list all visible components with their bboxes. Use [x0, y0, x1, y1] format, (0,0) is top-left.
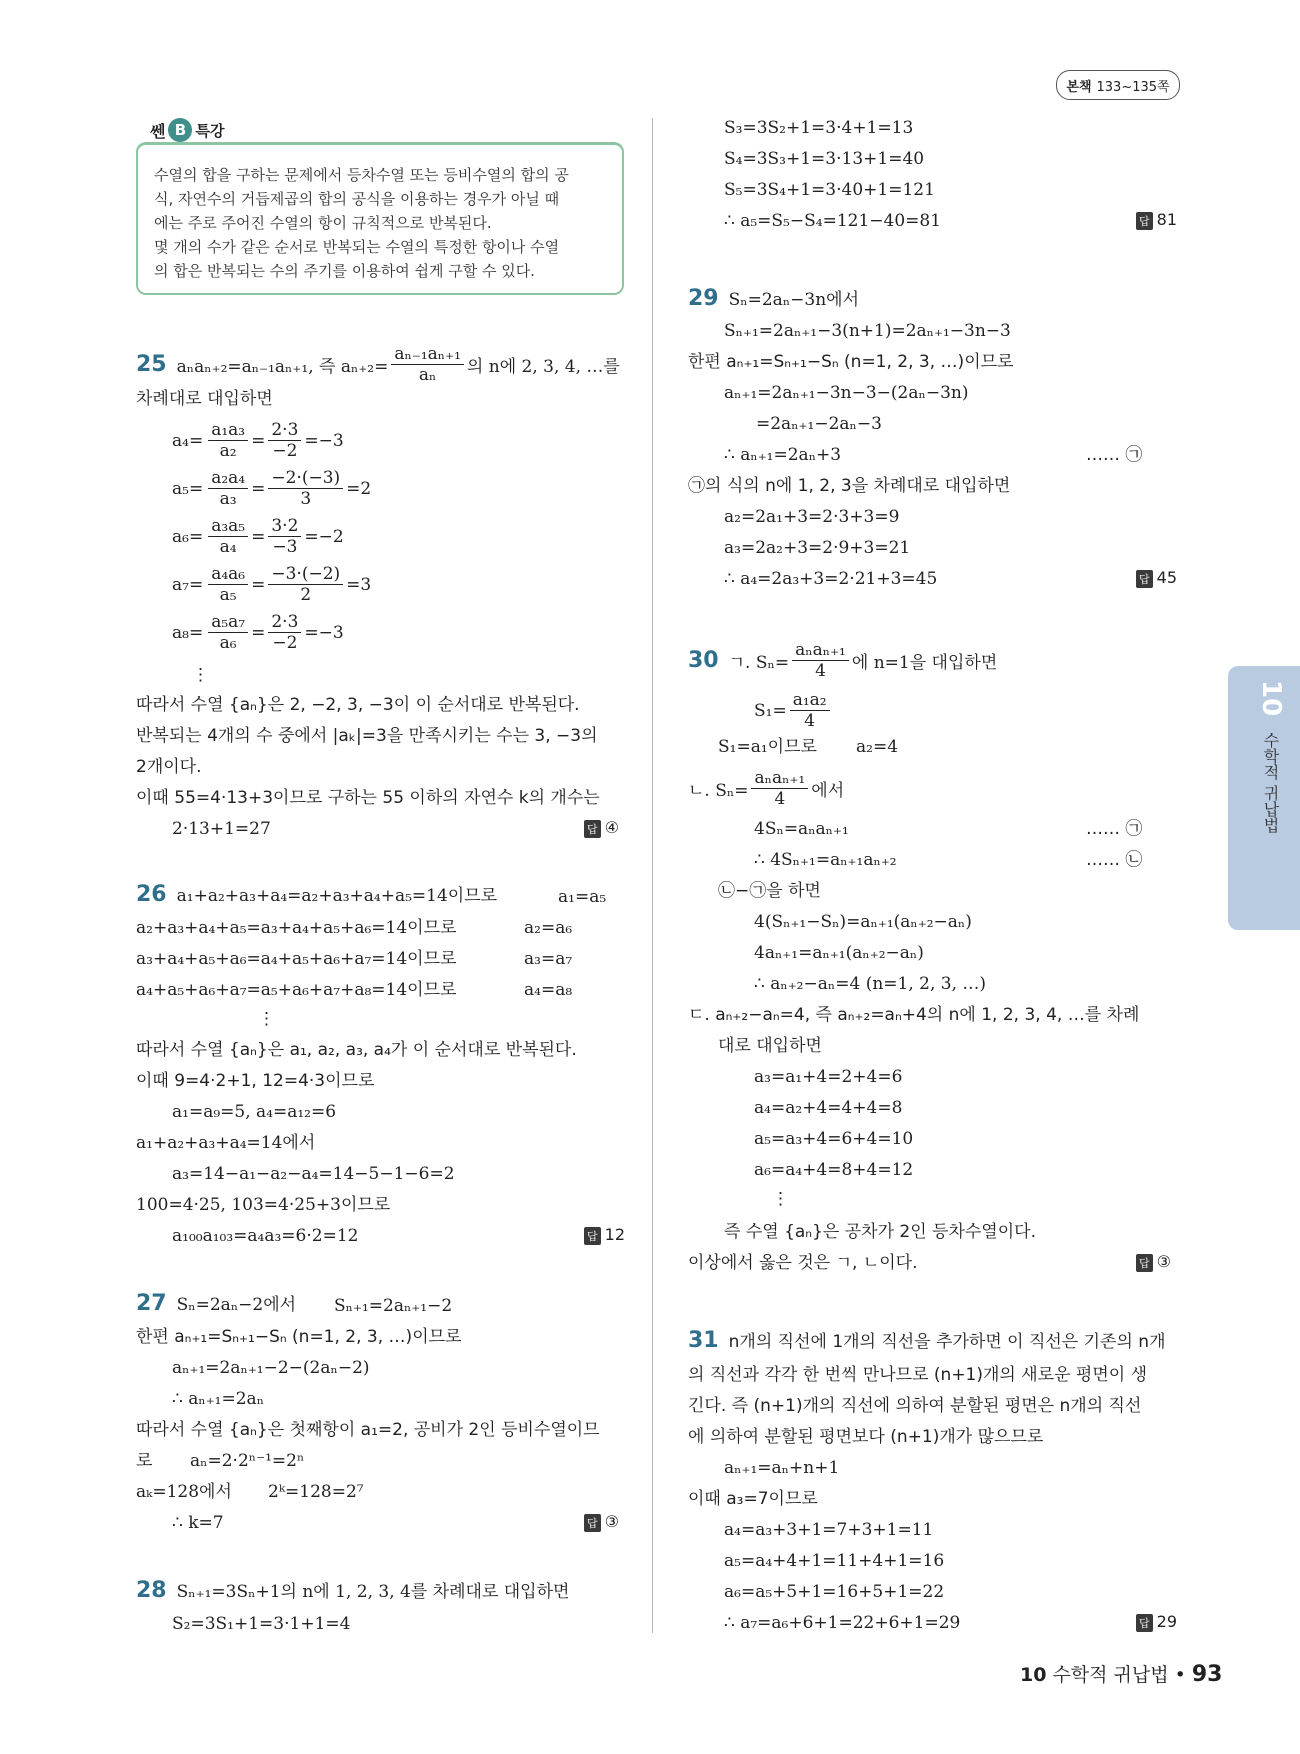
p27-line: ∴ k=7	[172, 1513, 224, 1533]
denominator: a₃	[219, 489, 237, 509]
problem-number: 28	[136, 1578, 167, 1603]
problem-number: 31	[688, 1328, 719, 1353]
numerator: a₅a₇	[208, 612, 248, 633]
tip-line: 에는 주로 주어진 수열의 항이 규칙적으로 반복된다.	[154, 214, 492, 232]
fraction	[792, 640, 849, 681]
numerator: aₙ₋₁aₙ₊₁	[391, 344, 464, 365]
p30-line: 4(Sₙ₊₁−Sₙ)=aₙ₊₁(aₙ₊₂−aₙ)	[754, 912, 972, 932]
logo-b-badge: B	[168, 118, 192, 142]
problem-number: 30	[688, 648, 719, 673]
footer-title: 수학적 귀납법	[1052, 1664, 1169, 1686]
p31-line: a₆=a₅+5+1=16+5+1=22	[724, 1582, 945, 1602]
problem-number: 27	[136, 1291, 167, 1316]
denominator: a₅	[219, 585, 237, 605]
p25-row: a₅= $\frac{\text{a₂a₄}}{\text{a₃}}$ = $\frac{-2\cdot(-3)}{3}$ =2	[172, 468, 372, 509]
p27-line: aₙ₊₁=2aₙ₊₁−2−(2aₙ−2)	[172, 1358, 370, 1378]
p30-line: a₃=a₁+4=2+4=6	[754, 1067, 903, 1087]
p26-line: a₁₀₀a₁₀₃=a₄a₃=6·2=12	[172, 1226, 359, 1246]
answer-value: 12	[604, 1225, 625, 1244]
p30-line: 즉 수열 {aₙ}은 공차가 2인 등차수열이다.	[724, 1222, 1036, 1242]
p29-line: a₂=2a₁+3=2·3+3=9	[724, 507, 900, 527]
p31-line	[688, 1330, 1166, 1353]
answer-mark: 답	[584, 820, 601, 838]
p26-res: a₁=a₅	[558, 887, 607, 907]
answer-value: 45	[1156, 568, 1177, 587]
page-footer	[1020, 1660, 1222, 1687]
p27-line: 한편 aₙ₊₁=Sₙ₊₁−Sₙ (n=1, 2, 3, …)이므로	[136, 1327, 462, 1347]
denominator: 4	[815, 661, 826, 681]
p30-n1a: ㄴ. Sₙ=	[688, 781, 749, 801]
p30-line: a₆=a₄+4=8+4=12	[754, 1160, 914, 1180]
answer	[1136, 1252, 1171, 1272]
fraction	[751, 768, 808, 809]
tip-title: 특강	[195, 121, 225, 140]
p27-l7b: 2ᵏ=128=2⁷	[268, 1482, 364, 1502]
vertical-dots: ⋮	[772, 1189, 789, 1209]
p25-line: 반복되는 4개의 수 중에서 |aₖ|=3을 만족시키는 수는 3, −3의	[136, 726, 598, 746]
fraction	[391, 344, 464, 385]
lhs: a₄=	[172, 430, 204, 451]
rhs: =−2	[304, 526, 344, 547]
chapter-title: 수학적 귀납법	[1261, 732, 1280, 834]
p30-g2	[754, 690, 833, 731]
p26-eq: a₄+a₅+a₆+a₇=a₅+a₆+a₇+a₈=14이므로	[136, 980, 457, 1000]
answer	[1136, 568, 1177, 588]
p30-line: 4aₙ₊₁=aₙ₊₁(aₙ₊₂−aₙ)	[754, 943, 924, 963]
p31-line: 에 의하여 분할된 평면보다 (n+1)개가 많으므로	[688, 1427, 1044, 1447]
vertical-dots: ⋮	[192, 665, 209, 685]
p25-row: a₇= $\frac{\text{a₄a₆}}{\text{a₅}}$ = $\frac{-3\cdot(-2)}{2}$ =3	[172, 564, 372, 605]
p26-eq: a₁+a₂+a₃+a₄=a₂+a₃+a₄+a₅=14이므로	[176, 886, 498, 906]
p30-line: ㉡−㉠을 하면	[718, 881, 821, 901]
footer-bullet: •	[1174, 1664, 1186, 1686]
page-number: 93	[1191, 1662, 1223, 1687]
p25-row: a₄= $\frac{\text{a₁a₃}}{\text{a₂}}$ = $\frac{2\cdot 3}{-2}$ =−3	[172, 420, 344, 461]
p29-line: =2aₙ₊₁−2aₙ−3	[756, 414, 882, 434]
p26-line: a₁=a₉=5, a₄=a₁₂=6	[172, 1102, 337, 1122]
fraction	[208, 516, 248, 557]
p29-line	[688, 288, 859, 311]
p30-n1b: 에서	[811, 781, 845, 801]
tip-line: 식, 자연수의 거듭제곱의 합의 공식을 이용하는 경우가 아닐 때	[154, 190, 560, 208]
rhs: =2	[346, 478, 372, 499]
fraction	[268, 420, 301, 461]
answer	[584, 818, 619, 838]
numerator: a₄a₆	[208, 564, 248, 585]
answer-value: 29	[1156, 1612, 1177, 1631]
p29-line: ∴ aₙ₊₁=2aₙ+3	[724, 445, 842, 465]
problem-number: 29	[688, 286, 719, 311]
p27-l1b: Sₙ₊₁=2aₙ₊₁−2	[334, 1296, 453, 1316]
p30-line: 4Sₙ=aₙaₙ₊₁	[754, 819, 849, 839]
fraction	[208, 612, 248, 653]
p26-res: a₄=a₈	[524, 980, 573, 1000]
denominator: 2	[300, 585, 312, 605]
answer-value: ④	[604, 818, 619, 837]
p25-intro-b: 의 n에 2, 3, 4, …를	[466, 357, 620, 377]
p25-intro	[136, 344, 620, 385]
p28-l1: Sₙ₊₁=3Sₙ+1의 n에 1, 2, 3, 4를 차례대로 대입하면	[176, 1582, 570, 1602]
p27-line: ∴ aₙ₊₁=2aₙ	[172, 1389, 265, 1409]
book-label: 본책	[1066, 79, 1092, 95]
answer	[584, 1512, 619, 1532]
answer-value: 81	[1156, 210, 1177, 229]
page-range: 133~135쪽	[1096, 79, 1170, 95]
p30-line: a₅=a₃+4=6+4=10	[754, 1129, 914, 1149]
denominator: 4	[804, 711, 816, 731]
problem-number: 25	[136, 352, 167, 377]
numerator: 2·3	[268, 612, 301, 633]
denominator: 3	[300, 489, 312, 509]
p25-line: 2개이다.	[136, 757, 202, 777]
tip-box	[136, 142, 624, 295]
p30-n1	[688, 768, 844, 809]
p25-intro-a: aₙaₙ₊₂=aₙ₋₁aₙ₊₁, 즉 aₙ₊₂=	[176, 357, 389, 377]
p29-line: ㉠의 식의 n에 1, 2, 3을 차례대로 대입하면	[688, 476, 1011, 496]
fraction	[268, 516, 301, 557]
lhs: a₆=	[172, 526, 204, 547]
p30-line: 대로 대입하면	[718, 1036, 822, 1056]
equation-tag: …… ㉠	[1086, 445, 1143, 465]
p25-row: a₆= $\frac{\text{a₃a₅}}{\text{a₄}}$ = $\frac{3\cdot 2}{-3}$ =−2	[172, 516, 344, 557]
p25-line: 이때 55=4·13+3이므로 구하는 55 이하의 자연수 k의 개수는	[136, 788, 600, 808]
numerator: aₙaₙ₊₁	[792, 640, 849, 661]
p29-line: aₙ₊₁=2aₙ₊₁−3n−3−(2aₙ−3n)	[724, 383, 969, 403]
footer-chapter: 10	[1020, 1664, 1047, 1686]
p27-l6b: aₙ=2·2ⁿ⁻¹=2ⁿ	[190, 1451, 305, 1471]
p30-g3a: S₁=a₁이므로	[718, 737, 817, 757]
answer	[1136, 1612, 1177, 1632]
p30-line: 이상에서 옳은 것은 ㄱ, ㄴ이다.	[688, 1253, 918, 1273]
p26-line: a₁+a₂+a₃+a₄=14에서	[136, 1133, 316, 1153]
numerator: 2·3	[268, 420, 301, 441]
p28-line: S₃=3S₂+1=3·4+1=13	[724, 118, 914, 138]
answer-mark: 답	[1136, 1614, 1153, 1632]
tip-line: 몇 개의 수가 같은 순서로 반복되는 수열의 특정한 항이나 수열	[154, 238, 560, 256]
fraction	[268, 612, 301, 653]
vertical-dots: ⋮	[258, 1009, 275, 1029]
p28-line: ∴ a₅=S₅−S₄=121−40=81	[724, 211, 942, 231]
fraction	[208, 468, 248, 509]
p25-row: a₈= $\frac{\text{a₅a₇}}{\text{a₆}}$ = $\frac{2\cdot 3}{-2}$ =−3	[172, 612, 344, 653]
fraction	[790, 690, 830, 731]
p31-line: ∴ a₇=a₆+6+1=22+6+1=29	[724, 1613, 961, 1633]
p27-l1a: Sₙ=2aₙ−2에서	[176, 1295, 297, 1315]
denominator: −2	[272, 633, 298, 653]
answer-mark: 답	[1136, 1254, 1153, 1272]
p29-line: 한편 aₙ₊₁=Sₙ₊₁−Sₙ (n=1, 2, 3, …)이므로	[688, 352, 1014, 372]
p31-line: 의 직선과 각각 한 번씩 만나므로 (n+1)개의 새로운 평면이 생	[688, 1365, 1148, 1385]
denominator: a₆	[219, 633, 237, 653]
p29-line: ∴ a₄=2a₃+3=2·21+3=45	[724, 569, 938, 589]
p30-line: a₄=a₂+4=4+4=8	[754, 1098, 903, 1118]
equation-tag: …… ㉠	[1086, 819, 1143, 839]
fraction	[268, 564, 343, 605]
p27-l7a: aₖ=128에서	[136, 1482, 232, 1502]
answer	[584, 1225, 625, 1245]
p26-line: a₃=14−a₁−a₂−a₄=14−5−1−6=2	[172, 1164, 455, 1184]
numerator: a₁a₂	[790, 690, 830, 711]
denominator: 4	[774, 789, 786, 809]
p26-row	[136, 884, 497, 907]
numerator: a₁a₃	[208, 420, 248, 441]
p30-line: ㄷ. aₙ₊₂−aₙ=4, 즉 aₙ₊₂=aₙ+4의 n에 1, 2, 3, 4, …를 차례	[688, 1005, 1140, 1025]
problem-number: 26	[136, 882, 167, 907]
p30-line: ∴ aₙ₊₂−aₙ=4 (n=1, 2, 3, …)	[754, 974, 987, 994]
p27-line: 따라서 수열 {aₙ}은 첫째항이 a₁=2, 공비가 2인 등비수열이므	[136, 1420, 600, 1440]
equation-tag: …… ㉡	[1086, 850, 1143, 870]
answer-value: ③	[604, 1512, 619, 1531]
denominator: a₂	[219, 441, 237, 461]
numerator: a₂a₄	[208, 468, 248, 489]
numerator: 3·2	[268, 516, 301, 537]
p26-eq: a₃+a₄+a₅+a₆=a₄+a₅+a₆+a₇=14이므로	[136, 949, 457, 969]
answer-mark: 답	[584, 1227, 601, 1245]
p28-line: S₂=3S₁+1=3·1+1=4	[172, 1614, 351, 1634]
denominator: −3	[272, 537, 298, 557]
p26-res: a₃=a₇	[524, 949, 573, 969]
tip-header	[150, 118, 224, 142]
denominator: −2	[272, 441, 298, 461]
p31-line: a₄=a₃+3+1=7+3+1=11	[724, 1520, 934, 1540]
p30-g1b: 에 n=1을 대입하면	[851, 653, 998, 673]
answer-mark: 답	[1136, 570, 1153, 588]
p30-g2a: S₁=	[754, 700, 787, 721]
p29-line: Sₙ₊₁=2aₙ₊₁−3(n+1)=2aₙ₊₁−3n−3	[724, 321, 1011, 341]
chapter-number: 10	[1256, 680, 1286, 717]
answer-mark: 답	[584, 1514, 601, 1532]
p31-l1: n개의 직선에 1개의 직선을 추가하면 이 직선은 기존의 n개	[728, 1332, 1166, 1352]
p30-line: ∴ 4Sₙ₊₁=aₙ₊₁aₙ₊₂	[754, 850, 897, 870]
answer	[1136, 210, 1177, 230]
lhs: a₇=	[172, 574, 204, 595]
p28-line	[136, 1580, 569, 1603]
p26-line: 따라서 수열 {aₙ}은 a₁, a₂, a₃, a₄가 이 순서대로 반복된다.	[136, 1040, 577, 1060]
answer-value: ③	[1156, 1252, 1171, 1271]
p31-line: 긴다. 즉 (n+1)개의 직선에 의하여 분할된 평면은 n개의 직선	[688, 1396, 1142, 1416]
denominator: aₙ	[418, 365, 437, 385]
p31-line: a₅=a₄+4+1=11+4+1=16	[724, 1551, 945, 1571]
denominator: a₄	[219, 537, 237, 557]
fraction	[208, 564, 248, 605]
tip-line: 의 합은 반복되는 수의 주기를 이용하여 쉽게 구할 수 있다.	[154, 262, 535, 280]
p25-line: 2·13+1=27	[172, 819, 271, 839]
lhs: a₈=	[172, 622, 204, 643]
p26-res: a₂=a₆	[524, 918, 573, 938]
p30-g1a: ㄱ. Sₙ=	[728, 653, 790, 673]
answer-mark: 답	[1136, 212, 1153, 230]
p25-intro2: 차례대로 대입하면	[136, 389, 273, 409]
p31-line: aₙ₊₁=aₙ+n+1	[724, 1458, 840, 1478]
rhs: =3	[346, 574, 372, 595]
numerator: −3·(−2)	[268, 564, 343, 585]
p31-line: 이때 a₃=7이므로	[688, 1489, 818, 1509]
rhs: =−3	[304, 430, 344, 451]
p25-line: 따라서 수열 {aₙ}은 2, −2, 3, −3이 이 순서대로 반복된다.	[136, 695, 580, 715]
page-reference-badge	[1056, 70, 1180, 100]
p30-g3b: a₂=4	[856, 737, 899, 757]
rhs: =−3	[304, 622, 344, 643]
p28-line: S₅=3S₄+1=3·40+1=121	[724, 180, 935, 200]
p26-eq: a₂+a₃+a₄+a₅=a₃+a₄+a₅+a₆=14이므로	[136, 918, 457, 938]
p27-line	[136, 1293, 296, 1316]
p29-line: a₃=2a₂+3=2·9+3=21	[724, 538, 911, 558]
chapter-side-tab	[1228, 666, 1300, 930]
p28-line: S₄=3S₃+1=3·13+1=40	[724, 149, 925, 169]
p26-line: 100=4·25, 103=4·25+3이므로	[136, 1195, 391, 1215]
p30-g1	[688, 640, 997, 681]
p29-l1: Sₙ=2aₙ−3n에서	[728, 290, 860, 310]
fraction	[268, 468, 343, 509]
numerator: −2·(−3)	[268, 468, 343, 489]
p26-line: 이때 9=4·2+1, 12=4·3이므로	[136, 1071, 375, 1091]
p27-l6a: 로	[136, 1451, 153, 1471]
logo-text: 쎈	[150, 121, 166, 141]
lhs: a₅=	[172, 478, 204, 499]
numerator: a₃a₅	[208, 516, 248, 537]
fraction	[208, 420, 248, 461]
column-divider	[652, 118, 653, 1633]
tip-line: 수열의 합을 구하는 문제에서 등차수열 또는 등비수열의 합의 공	[154, 166, 569, 184]
numerator: aₙaₙ₊₁	[751, 768, 808, 789]
